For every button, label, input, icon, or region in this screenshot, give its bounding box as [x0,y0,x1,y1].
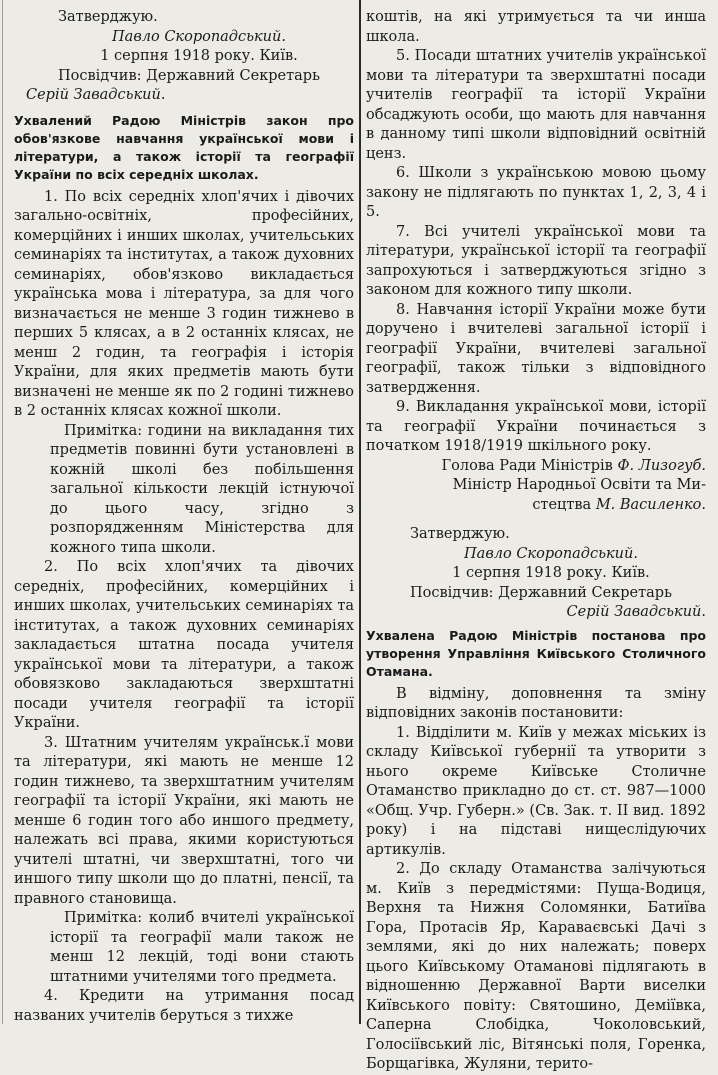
resolution-article-2: 2. До складу Отаманства залічуються м. Київ з передмістями: Пуща-Водиця, Верхня та Нижня Соломянки, Батиїва Гора, Протасів Яр, Караваєвські Дачі з землями, які до них належать; поверх цього Київському Отаманові підлягають в відношенню Державної Варти виселки Київського повіту: Святошино, Деміївка, Саперна Слобідка, Чоколовський, Голосіївський ліс, Вітянські поля, Горенка, Борщагівка, Жуляни, терито- [366,861,706,1072]
approval-date-2: 1 серпня 1918 року. Київ. [452,565,650,581]
minister-signature [366,496,706,516]
approval-note-2: Затверджую. [410,526,510,542]
approval-note: Затверджую. [58,9,158,25]
certification: Посвідчив: Державний Секретарь [58,67,320,84]
resolution-intro: В відміну, доповнення та зміну відповідних законів постановити: [366,685,706,721]
minister-name: М. Василенко. [595,496,706,513]
chairman-title: Голова Ради Міністрів [441,457,613,474]
secretary-signature: Серій Завадський. [26,87,166,103]
minister-title-end: стецтва [532,496,592,513]
left-column [14,0,354,1024]
law-article-4: 4. Кредити на утримання посад названих учителів беруться з тихже [14,988,354,1024]
law-article-2: 2. По всіх хлоп'ячих та дівочих середніх, професійних, комерційних і инших школах, учительських семинаріях та інститутах, а також духовних семинаріях закладається штатна посада учителя української мови та літератури, а також обовязково закладаються зверхштатні посади учителя географії та історії України. [14,559,354,731]
chairman-signature [366,457,706,477]
law-heading: Ухвалений Радою Міністрів закон про обов'язкове навчання української мови і літератури, а також історії та географії України по всіх середніх школах. [14,112,354,182]
approval-signature: Павло Скоропадський. [112,28,286,45]
secretary-signature-2: Серій Завадський. [566,604,706,620]
law-article-4-continued: коштів, на які утримується та чи инша школа. [366,9,706,45]
page-edge-line [2,0,3,1024]
law-article-6: 6. Школи з українською мовою цьому закону не підлягають по пунктах 1, 2, 3, 4 і 5. [366,165,706,220]
law-article-8: 8. Навчання історії України може бути доручено і вчителеві загальної історії і географії України, вчителеві загальної географії, також тільки з відповідного затвердження. [366,301,706,396]
law-article-5: 5. Посади штатних учителів української мови та літератури та зверхштатні посади учителів географії та історії України обсаджують особи, що мають для навчання в данному типі школи відповідний освітній ценз. [366,48,706,162]
certification-2: Посвідчив: Державний Секретарь [410,584,672,601]
law-article-9: 9. Викладання української мови, історії та географії України починається з початком 1918/1919 шкільного року. [366,399,706,454]
chairman-name: Ф. Лизогуб. [617,457,706,474]
law-article-7: 7. Всі учителі української мови та літератури, української історії та географії запрохуються і затверджуються згідно з законом для кожного типу школи. [366,223,706,298]
right-column [366,0,706,1072]
law-note-2: Примітка: колиб вчителі української історії та географії мали також не менш 12 лекцій, тоді вони стають штатними учителями того предмета. [50,910,354,985]
law-note-1: Примітка: години на викладання тих предметів повинні бути установлені в кожній школі без побільшення загальної кількости лекцій істнуючої до цього часу, згідно з розпорядженням Міністерства для кожного типа школи. [50,422,354,556]
law-article-3: 3. Штатним учителям українськ.ї мови та літератури, які мають не менше 12 годин тижнево, та зверхштатним учителям географії та історії України, які мають не менше 6 годин того або иншого предмету, належать всі права, якими користуються учителі штатні, чи зверхштатні, того чи иншого типу школи що до платні, пенсії, та правного становища. [14,734,354,907]
approval-date: 1 серпня 1918 року. Київ. [100,48,298,64]
minister-title: Міністр Народньої Освіти та Ми- [452,477,706,493]
resolution-heading: Ухвалена Радою Міністрів постанова про утворення Управління Київського Столичного Отамана. [366,627,706,679]
approval-signature-2: Павло Скоропадський. [464,545,638,562]
column-divider [359,0,361,1024]
resolution-article-1: 1. Відділити м. Київ у межах міських із складу Київської губернії та утворити з нього окреме Київське Столичне Отаманство прикладно до ст. ст. 987—1000 «Общ. Учр. Губерн.» (Св. Зак. т. II вид. 1892 року) і на підставі нищеслідуючих артикулів. [366,724,706,858]
law-article-1: 1. По всіх середніх хлоп'ячих і дівочих загально-освітніх, професійних, комерційних і инших школах, учительських семинаріях та інститутах, а також духовних семинаріях, обов'язково викладається українська мова і література, за для чого визначається не менше 3 годин тижнево в перших 5 клясах, а в 2 останніх клясах, не менш 2 годин, та географія і історія України, для яких предметів мають бути визначені не менше як по 2 годині тижнево в 2 останніх клясах кожної школи. [14,188,354,419]
